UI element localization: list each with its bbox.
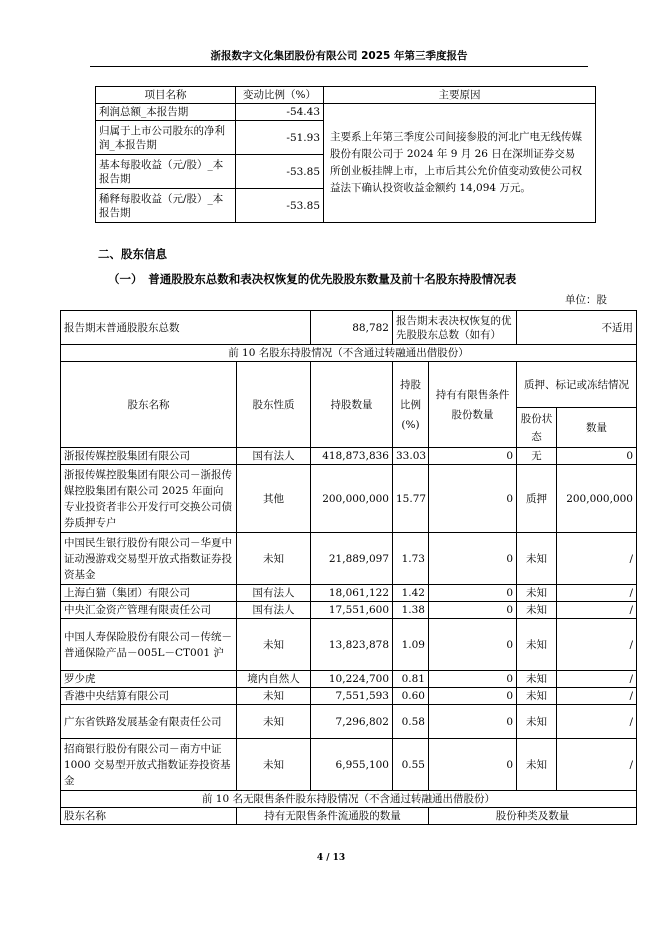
col-restricted: 持有有限售条件股份数量	[429, 362, 517, 448]
holder-name: 中国民生银行股份有限公司－华夏中证动漫游戏交易型开放式指数证券投资基金	[61, 533, 237, 585]
holder-status: 未知	[517, 705, 557, 739]
change-ratio: -51.93	[236, 121, 324, 155]
holder-qty: /	[557, 688, 637, 705]
total-holders-value: 88,782	[311, 311, 393, 345]
holder-restricted: 0	[429, 705, 517, 739]
holder-nature: 境内自然人	[237, 671, 311, 688]
unrestricted-col-type: 股份种类及数量	[429, 808, 637, 825]
holder-ratio: 0.58	[393, 705, 429, 739]
holder-shares: 7,551,593	[311, 688, 393, 705]
holder-name: 浙报传媒控股集团有限公司	[61, 448, 237, 465]
holder-qty: /	[557, 619, 637, 671]
total-holders-label: 报告期末普通股股东总数	[61, 311, 311, 345]
change-item: 归属于上市公司股东的净利润_本报告期	[96, 121, 236, 155]
holder-restricted: 0	[429, 448, 517, 465]
holder-nature: 未知	[237, 688, 311, 705]
unrestricted-col-name: 股东名称	[61, 808, 237, 825]
col-name: 股东名称	[61, 362, 237, 448]
col-nature: 股东性质	[237, 362, 311, 448]
holder-restricted: 0	[429, 465, 517, 533]
holder-status: 未知	[517, 602, 557, 619]
unrestricted-col-qty: 持有无限售条件流通股的数量	[237, 808, 429, 825]
holder-qty: /	[557, 585, 637, 602]
holder-restricted: 0	[429, 585, 517, 602]
holder-ratio: 33.03	[393, 448, 429, 465]
holder-nature: 未知	[237, 619, 311, 671]
holder-nature: 国有法人	[237, 602, 311, 619]
holder-ratio: 0.81	[393, 671, 429, 688]
shareholder-table	[60, 310, 637, 825]
holder-status: 未知	[517, 585, 557, 602]
col-ratio: 持股比例(%)	[393, 362, 429, 448]
holder-status: 未知	[517, 671, 557, 688]
holder-shares: 13,823,878	[311, 619, 393, 671]
holder-status: 未知	[517, 688, 557, 705]
holder-ratio: 1.38	[393, 602, 429, 619]
holder-shares: 21,889,097	[311, 533, 393, 585]
holder-qty: /	[557, 533, 637, 585]
col-pledge: 质押、标记或冻结情况	[517, 362, 637, 408]
holder-restricted: 0	[429, 602, 517, 619]
holder-qty: 200,000,000	[557, 465, 637, 533]
holder-qty: /	[557, 671, 637, 688]
holder-ratio: 1.73	[393, 533, 429, 585]
holder-ratio: 15.77	[393, 465, 429, 533]
header-reason: 主要原因	[324, 87, 596, 104]
header-ratio: 变动比例（%）	[236, 87, 324, 104]
holder-ratio: 1.42	[393, 585, 429, 602]
holder-nature: 未知	[237, 705, 311, 739]
holder-shares: 200,000,000	[311, 465, 393, 533]
change-item: 利润总额_本报告期	[96, 104, 236, 121]
col-pledge-qty: 数量	[557, 408, 637, 448]
pref-holders-label: 报告期末表决权恢复的优先股股东总数（如有）	[393, 311, 517, 345]
holder-shares: 17,551,600	[311, 602, 393, 619]
change-item: 稀释每股收益（元/股）_本报告期	[96, 189, 236, 223]
holder-shares: 7,296,802	[311, 705, 393, 739]
holder-ratio: 1.09	[393, 619, 429, 671]
holder-status: 未知	[517, 533, 557, 585]
col-pledge-status: 股份状态	[517, 408, 557, 448]
holder-qty: /	[557, 602, 637, 619]
holder-shares: 18,061,122	[311, 585, 393, 602]
holder-status: 无	[517, 448, 557, 465]
section-title-shareholders: 二、股东信息	[98, 247, 167, 261]
holder-restricted: 0	[429, 739, 517, 791]
holder-name: 中央汇金资产管理有限责任公司	[61, 602, 237, 619]
change-item: 基本每股收益（元/股）_本报告期	[96, 155, 236, 189]
holder-restricted: 0	[429, 688, 517, 705]
header-item: 项目名称	[96, 87, 236, 104]
holder-shares: 6,955,100	[311, 739, 393, 791]
holder-nature: 国有法人	[237, 585, 311, 602]
holder-nature: 国有法人	[237, 448, 311, 465]
holder-restricted: 0	[429, 533, 517, 585]
page-header: 浙报数字文化集团股份有限公司 2025 年第三季度报告	[90, 48, 588, 67]
change-ratio: -53.85	[236, 155, 324, 189]
holder-ratio: 0.55	[393, 739, 429, 791]
holder-ratio: 0.60	[393, 688, 429, 705]
change-ratio: -54.43	[236, 104, 324, 121]
holder-name: 香港中央结算有限公司	[61, 688, 237, 705]
holder-qty: /	[557, 705, 637, 739]
holder-name: 上海白猫（集团）有限公司	[61, 585, 237, 602]
holder-name: 中国人寿保险股份有限公司－传统－普通保险产品－005L－CT001 沪	[61, 619, 237, 671]
col-shares: 持股数量	[311, 362, 393, 448]
pref-holders-value: 不适用	[517, 311, 637, 345]
holder-name: 罗少虎	[61, 671, 237, 688]
holder-name: 招商银行股份有限公司－南方中证 1000 交易型开放式指数证券投资基金	[61, 739, 237, 791]
unrestricted-title: 前 10 名无限售条件股东持股情况（不含通过转融通出借股份）	[61, 791, 637, 808]
page-number: 4 / 13	[316, 853, 346, 863]
holder-qty: 0	[557, 448, 637, 465]
top10-title: 前 10 名股东持股情况（不含通过转融通出借股份）	[61, 345, 637, 362]
change-ratio: -53.85	[236, 189, 324, 223]
unit-label: 单位：股	[565, 294, 607, 306]
change-ratio-table	[95, 86, 596, 223]
section-subtitle-top10: （一） 普通股股东总数和表决权恢复的优先股股东数量及前十名股东持股情况表	[108, 272, 517, 286]
holder-status: 质押	[517, 465, 557, 533]
holder-qty: /	[557, 739, 637, 791]
holder-name: 浙报传媒控股集团有限公司－浙报传媒控股集团有限公司 2025 年面向专业投资者非公开发行可交换公司债券质押专户	[61, 465, 237, 533]
holder-nature: 其他	[237, 465, 311, 533]
holder-shares: 418,873,836	[311, 448, 393, 465]
holder-name: 广东省铁路发展基金有限责任公司	[61, 705, 237, 739]
holder-nature: 未知	[237, 533, 311, 585]
holder-restricted: 0	[429, 619, 517, 671]
holder-status: 未知	[517, 739, 557, 791]
holder-nature: 未知	[237, 739, 311, 791]
holder-shares: 10,224,700	[311, 671, 393, 688]
change-reason: 主要系上年第三季度公司间接参股的河北广电无线传媒股份有限公司于 2024 年 9 月 26 日在深圳证券交易所创业板挂牌上市，上市后其公允价值变动致使公司权益法下确认投资收益金额约 14,094 万元。	[324, 104, 596, 223]
holder-status: 未知	[517, 619, 557, 671]
holder-restricted: 0	[429, 671, 517, 688]
